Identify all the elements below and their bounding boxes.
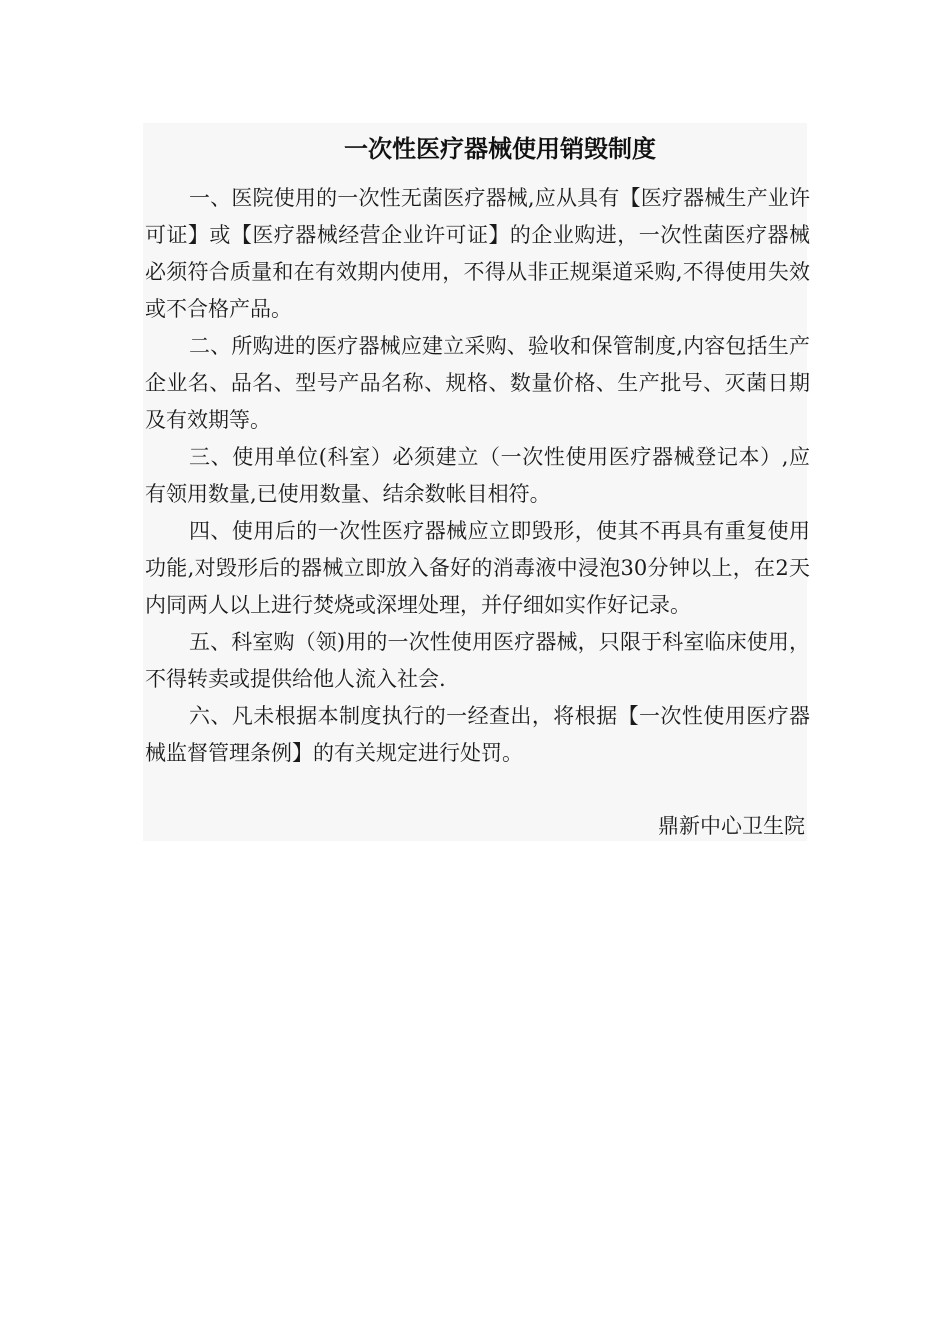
document-title: 一次性医疗器械使用销毁制度 — [344, 135, 656, 163]
paragraph-2: 二、所购进的医疗器械应建立采购、验收和保管制度,内容包括生产企业名、品名、型号产品名称、规格、数量价格、生产批号、灭菌日期及有效期等。 — [145, 334, 810, 432]
paragraph-5: 五、科室购（领)用的一次性使用医疗器械，只限于科室临床使用，不得转卖或提供给他人流入社会. — [145, 630, 810, 691]
paragraph-3: 三、使用单位(科室）必须建立（一次性使用医疗器械登记本）,应有领用数量,已使用数量、结余数帐目相符。 — [145, 445, 810, 506]
signature: 鼎新中心卫生院 — [658, 814, 805, 838]
paragraph-4: 四、使用后的一次性医疗器械应立即毁形，使其不再具有重复使用功能,对毁形后的器械立即放入备好的消毒液中浸泡30分钟以上，在2天内同两人以上进行焚烧或深埋处理，并仔细如实作好记录。 — [145, 519, 810, 617]
paragraph-6: 六、凡未根据本制度执行的一经查出，将根据【一次性使用医疗器械监督管理条例】的有关规定进行处罚。 — [145, 704, 810, 765]
document-body — [145, 180, 810, 772]
paragraph-1: 一、医院使用的一次性无菌医疗器械,应从具有【医疗器械生产业许可证】或【医疗器械经营企业许可证】的企业购进，一次性菌医疗器械必须符合质量和在有效期内使用，不得从非正规渠道采购,不得使用失效或不合格产品。 — [145, 186, 810, 321]
